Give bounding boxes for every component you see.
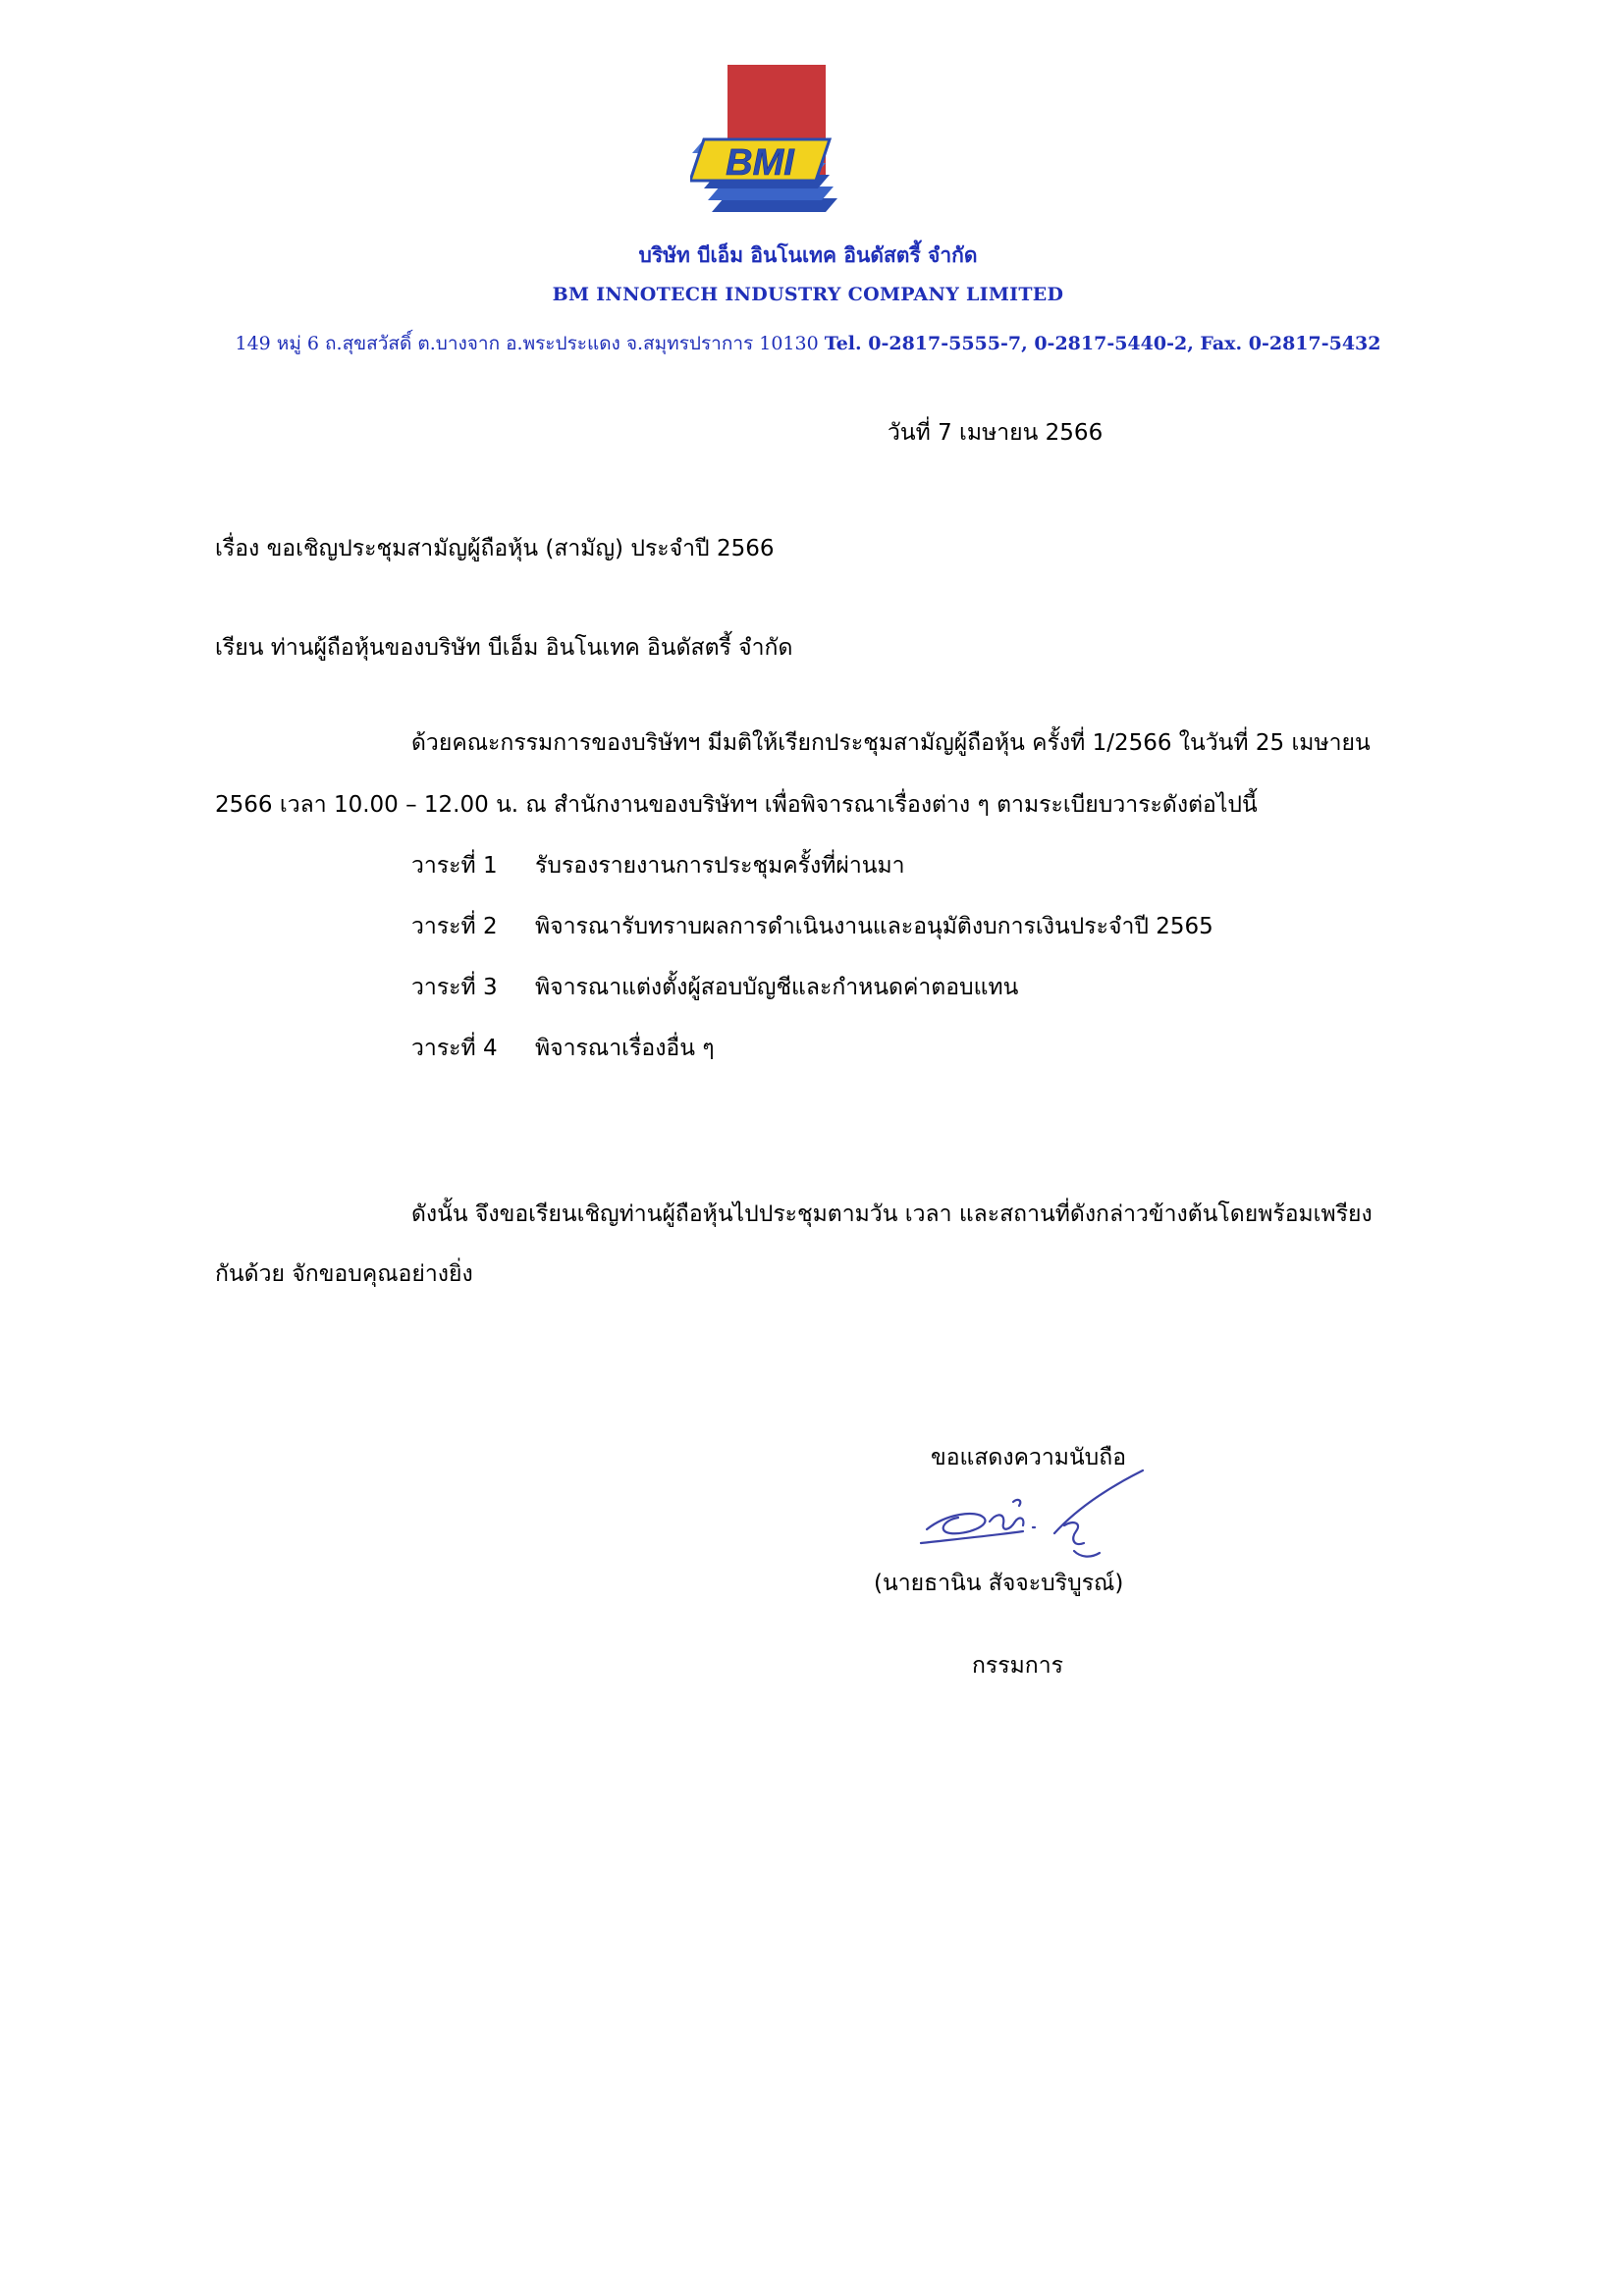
- logo-text: BMI: [726, 142, 794, 184]
- company-address: 149 หมู่ 6 ถ.สุขสวัสดิ์ ต.บางจาก อ.พระประแดง จ.สมุทรปราการ 10130: [235, 333, 819, 354]
- agenda-item-text: รับรองรายงานการประชุมครั้งที่ผ่านมา: [535, 853, 905, 879]
- agenda-item-number: วาระที่ 2: [411, 914, 498, 939]
- agenda-item-number: วาระที่ 4: [411, 1036, 498, 1061]
- intro-paragraph-line-1: ด้วยคณะกรรมการของบริษัทฯ มีมติให้เรียกประชุมสามัญผู้ถือหุ้น ครั้งที่ 1/2566 ในวันที่ 25 เมษายน: [411, 730, 1371, 756]
- agenda-item-text: พิจารณาแต่งตั้งผู้สอบบัญชีและกำหนดค่าตอบแทน: [535, 975, 1019, 1000]
- company-logo: [690, 65, 847, 222]
- handwritten-signature: [907, 1463, 1172, 1580]
- signatory-title: กรรมการ: [972, 1653, 1063, 1679]
- closing-regards: ขอแสดงความนับถือ: [931, 1445, 1127, 1470]
- letter-subject: เรื่อง ขอเชิญประชุมสามัญผู้ถือหุ้น (สามัญ) ประจำปี 2566: [215, 536, 775, 561]
- signatory-name: (นายธานิน สัจจะบริบูรณ์): [874, 1571, 1124, 1596]
- agenda-item-text: พิจารณาเรื่องอื่น ๆ: [535, 1036, 715, 1061]
- company-address-line: [0, 329, 1616, 358]
- agenda-item-number: วาระที่ 3: [411, 975, 498, 1000]
- closing-paragraph-line-2: กันด้วย จักขอบคุณอย่างยิ่ง: [215, 1261, 473, 1287]
- company-name-english: BM INNOTECH INDUSTRY COMPANY LIMITED: [552, 284, 1064, 305]
- agenda-item-number: วาระที่ 1: [411, 853, 498, 879]
- letter-recipient: เรียน ท่านผู้ถือหุ้นของบริษัท บีเอ็ม อินโนเทค อินดัสตรี้ จำกัด: [215, 635, 793, 661]
- intro-paragraph-line-2: 2566 เวลา 10.00 – 12.00 น. ณ สำนักงานของบริษัทฯ เพื่อพิจารณาเรื่องต่าง ๆ ตามระเบียบวาระดังต่อไปนี้: [215, 792, 1258, 818]
- company-contact: Tel. 0-2817-5555-7, 0-2817-5440-2, Fax. 0-2817-5432: [824, 333, 1381, 354]
- logo-stack-layer: [712, 198, 837, 212]
- logo-stack-layer: [708, 187, 834, 200]
- letter-date: วันที่ 7 เมษายน 2566: [888, 420, 1104, 446]
- company-name-thai: บริษัท บีเอ็ม อินโนเทค อินดัสตรี้ จำกัด: [638, 242, 978, 267]
- closing-paragraph-line-1: ดังนั้น จึงขอเรียนเชิญท่านผู้ถือหุ้นไปประชุมตามวัน เวลา และสถานที่ดังกล่าวข้างต้นโดยพร้อมเพรียง: [411, 1201, 1373, 1227]
- agenda-item-text: พิจารณารับทราบผลการดำเนินงานและอนุมัติงบการเงินประจำปี 2565: [535, 914, 1213, 939]
